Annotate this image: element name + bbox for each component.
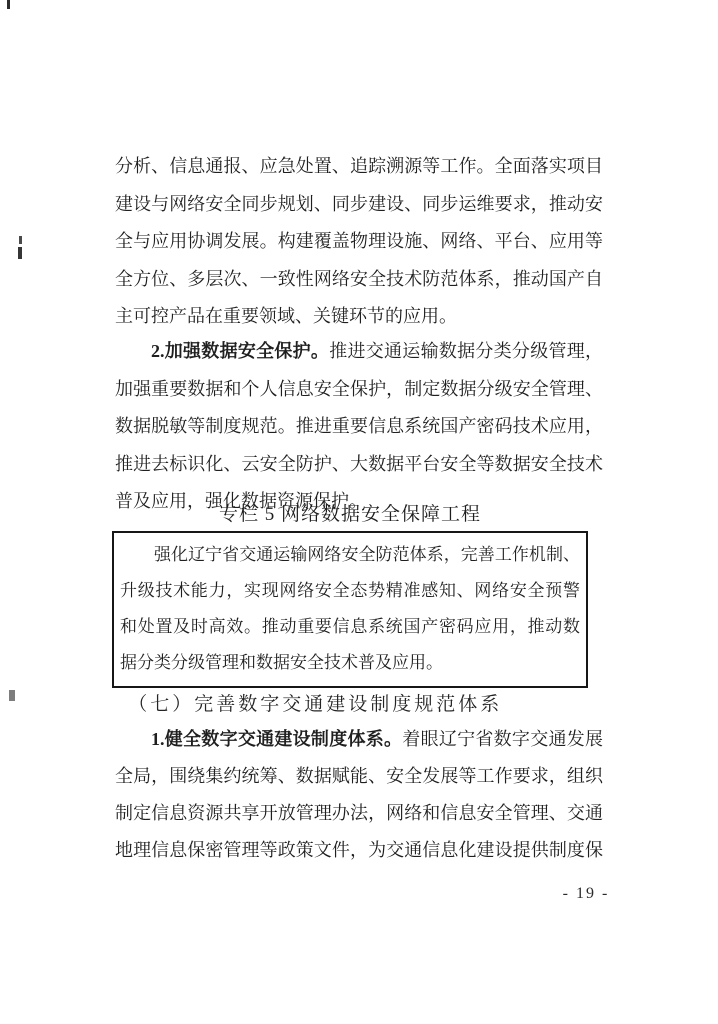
bold-lead: 2.加强数据安全保护。 [151,341,330,361]
scan-artifact [18,247,22,259]
text-line: 升级技术能力，实现网络安全态势精准感知、网络安全预警 [120,581,580,600]
text-line [115,333,603,371]
page-number: - 19 - [562,885,610,902]
text-line: 强化辽宁省交通运输网络安全防范体系，完善工作机制、 [154,545,580,564]
text-line: 全局，围绕集约统筹、数据赋能、安全发展等工作要求，组织 [115,766,603,786]
text-line: 地理信息保密管理等政策文件，为交通信息化建设提供制度保 [115,840,603,860]
text-line: 数据脱敏等制度规范。推进重要信息系统国产密码技术应用， [115,416,603,436]
text-line: 主可控产品在重要领域、关键环节的应用。 [115,306,457,326]
text-run: 推进交通运输数据分类分级管理， [329,341,604,361]
text-line: 建设与网络安全同步规划、同步建设、同步运维要求，推动安 [115,193,603,214]
text-line [115,721,603,758]
text-line: 和处置及时高效。推动重要信息系统国产密码应用，推动数 [120,617,580,636]
scan-artifact [19,236,22,244]
text-line: 加强重要数据和个人信息安全保护，制定数据分级安全管理、 [115,378,603,399]
paragraph-data-security [115,333,603,521]
paragraph-institution-system [115,721,603,869]
highlight-box [112,531,588,688]
text-line: 全与应用协调发展。构建覆盖物理设施、网络、平台、应用等 [115,231,603,251]
text-run: 着眼辽宁省数字交通发展 [402,729,604,749]
text-line: 据分类分级管理和数据安全技术普及应用。 [120,653,443,672]
scan-artifact [7,0,10,9]
scan-artifact [9,690,15,701]
text-line: 制定信息资源共享开放管理办法，网络和信息安全管理、交通 [115,803,603,823]
text-line: 全方位、多层次、一致性网络安全技术防范体系，推动国产自 [115,268,603,289]
text-line: 分析、信息通报、应急处置、追踪溯源等工作。全面落实项目 [115,156,603,176]
panel-title: 专栏 5 网络数据安全保障工程 [218,504,481,525]
bold-lead: 1.健全数字交通建设制度体系。 [151,729,403,749]
text-line: 普及应用，强化数据资源保护。 [115,491,367,511]
section-heading: （七）完善数字交通建设制度规范体系 [128,694,503,715]
paragraph-network-security [115,148,603,336]
text-line: 推进去标识化、云安全防护、大数据平台安全等数据安全技术 [115,453,603,474]
